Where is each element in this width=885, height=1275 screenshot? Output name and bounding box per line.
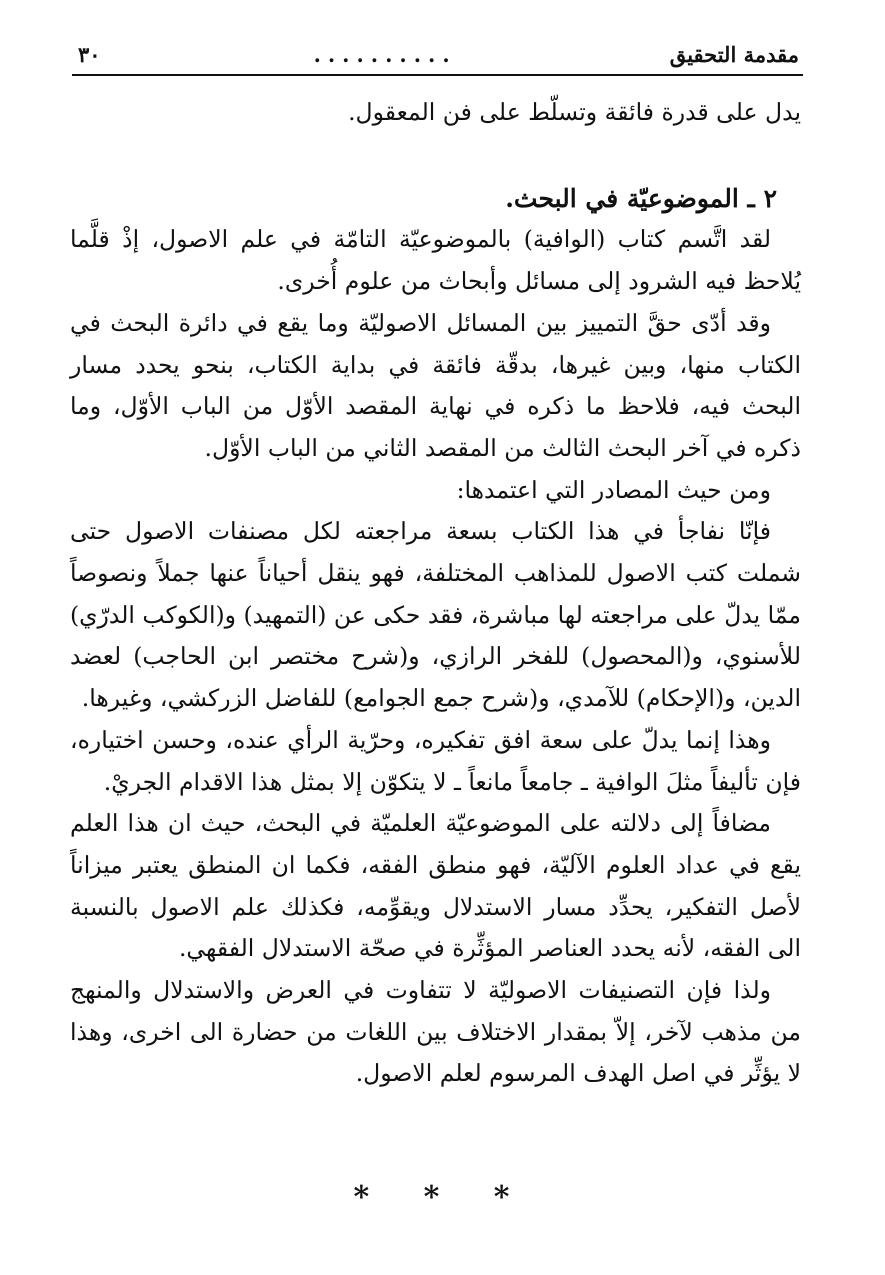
section-heading: ٢ ـ الموضوعيّة في البحث. xyxy=(505,183,777,213)
paragraph-7: مضافاً إلى دلالته على الموضوعيّة العلميّة في البحث، حيث ان هذا العلم يقع في عداد العلوم الآليّة، فهو منطق الفقه، فكما ان المنطق يعتبر ميزاناً لأصل التفكير، يحدِّد مسار الاستدلال ويقوِّمه، فكذلك علم الاصول بالنسبة الى الفقه، لأنه يحدد العناصر المؤثِّرة في صحّة الاستدلال الفقهي. xyxy=(70,809,801,963)
paragraph-2: لقد اتَّسم كتاب (الوافية) بالموضوعيّة التامّة في علم الاصول، إذْ قلَّما يُلاحظ فيه الشرود إلى مسائل وأبحاث من علوم أُخرى. xyxy=(70,225,801,296)
paragraph-6: وهذا إنما يدلّ على سعة افق تفكيره، وحرّية الرأي عنده، وحسن اختياره، فإن تأليفاً مثلَ الوافية ـ جامعاً مانعاً ـ لا يتكوّن إلا بمثل هذا الاقدام الجريْ. xyxy=(70,725,801,796)
paragraph-1: يدل على قدرة فائقة وتسلّط على فن المعقول. xyxy=(348,98,801,126)
body-text xyxy=(70,92,801,1095)
section-end-stars: * * * xyxy=(353,1180,532,1215)
running-title: مقدمة التحقيق xyxy=(669,41,799,67)
paragraph-3: وقد أدّى حقَّ التمييز بين المسائل الاصوليّة وما يقع في دائرة البحث في الكتاب منها، وبين غيرها، بدقّة فائقة في بداية الكتاب، بنحو يحدد مسار البحث فيه، فلاحظ ما ذكره في نهاية المقصد الأوّل من الباب الأوّل، وما ذكره في آخر البحث الثالث من المقصد الثاني من الباب الأوّل. xyxy=(70,308,801,462)
paragraph-8: ولذا فإن التصنيفات الاصوليّة لا تتفاوت في العرض والاستدلال والمنهج من مذهب لآخر، إلاّ بمقدار الاختلاف بين اللغات من حضارة الى اخرى، وهذا لا يؤثِّر في اصل الهدف المرسوم لعلم الاصول. xyxy=(70,976,801,1088)
header-rule xyxy=(72,74,803,76)
leader-dots: .......... xyxy=(313,41,457,67)
page-number: ٣٠ xyxy=(78,41,101,67)
paragraph-4: ومن حيث المصادر التي اعتمدها: xyxy=(456,475,771,504)
running-header xyxy=(78,36,799,72)
paragraph-5: فإنّا نفاجأ في هذا الكتاب بسعة مراجعته لكل مصنفات الاصول حتى شملت كتب الاصول للمذاهب المختلفة، فهو ينقل أحياناً عنها جملاً ونصوصاً ممّا يدلّ على مراجعته لها مباشرة، فقد حكى عن (التمهيد) و(الكوكب الدرّي) للأسنوي، و(المحصول) للفخر الرازي، و(شرح مختصر ابن الحاجب) لعضد الدين، و(الإحكام) للآمدي، و(شرح جمع الجوامع) للفاضل الزركشي، وغيرها. xyxy=(70,517,801,713)
